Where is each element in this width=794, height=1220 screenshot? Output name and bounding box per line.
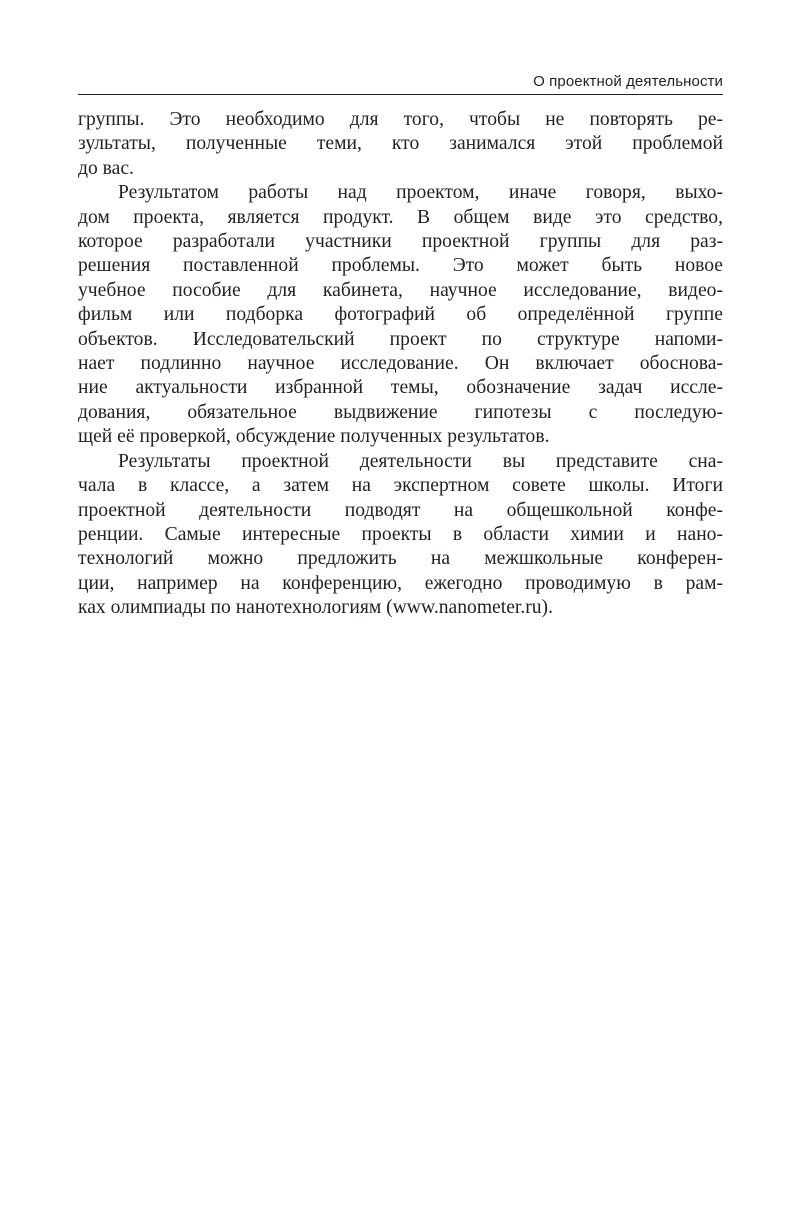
text-line: ках олимпиады по нанотехнологиям (www.nanometer.ru).: [78, 597, 553, 619]
text-line: фильм или подборка фотографий об определённой группе: [78, 304, 723, 326]
text-line: дом проекта, является продукт. В общем виде это средство,: [78, 206, 723, 228]
paragraph-2: [78, 181, 723, 449]
text-line: группы. Это необходимо для того, чтобы не повторять ре-: [78, 109, 723, 130]
text-line: ние актуальности избранной темы, обозначение задач иссле-: [78, 377, 723, 399]
text-line: чала в классе, а затем на экспертном совете школы. Итоги: [78, 475, 723, 497]
text-line: дования, обязательное выдвижение гипотезы с последую-: [78, 401, 723, 423]
text-line: объектов. Исследовательский проект по структуре напоми-: [78, 328, 723, 350]
text-line: учебное пособие для кабинета, научное исследование, видео-: [78, 279, 723, 301]
text-line: нает подлинно научное исследование. Он включает обоснова-: [78, 353, 723, 375]
text-line: решения поставленной проблемы. Это может быть новое: [78, 255, 723, 277]
paragraph-1: [78, 108, 723, 181]
text-line: Результаты проектной деятельности вы представите сна-: [118, 450, 723, 472]
running-head: [78, 72, 723, 95]
text-line: Результатом работы над проектом, иначе говоря, выхо-: [118, 182, 723, 204]
text-line: ренции. Самые интересные проекты в области химии и нано-: [78, 523, 723, 545]
text-line: зультаты, полученные теми, кто занимался этой проблемой: [78, 133, 723, 155]
text-line: щей её проверкой, обсуждение полученных результатов.: [78, 426, 550, 448]
running-head-title: О проектной деятельности: [533, 73, 723, 90]
text-line: до вас.: [78, 157, 134, 179]
text-line: которое разработали участники проектной группы для раз-: [78, 231, 723, 253]
body-text: [78, 108, 723, 621]
paragraph-3: [78, 450, 723, 621]
text-line: ции, например на конференцию, ежегодно проводимую в рам-: [78, 572, 723, 594]
text-line: проектной деятельности подводят на общешкольной конфе-: [78, 499, 723, 521]
text-line: технологий можно предложить на межшкольные конферен-: [78, 548, 723, 570]
